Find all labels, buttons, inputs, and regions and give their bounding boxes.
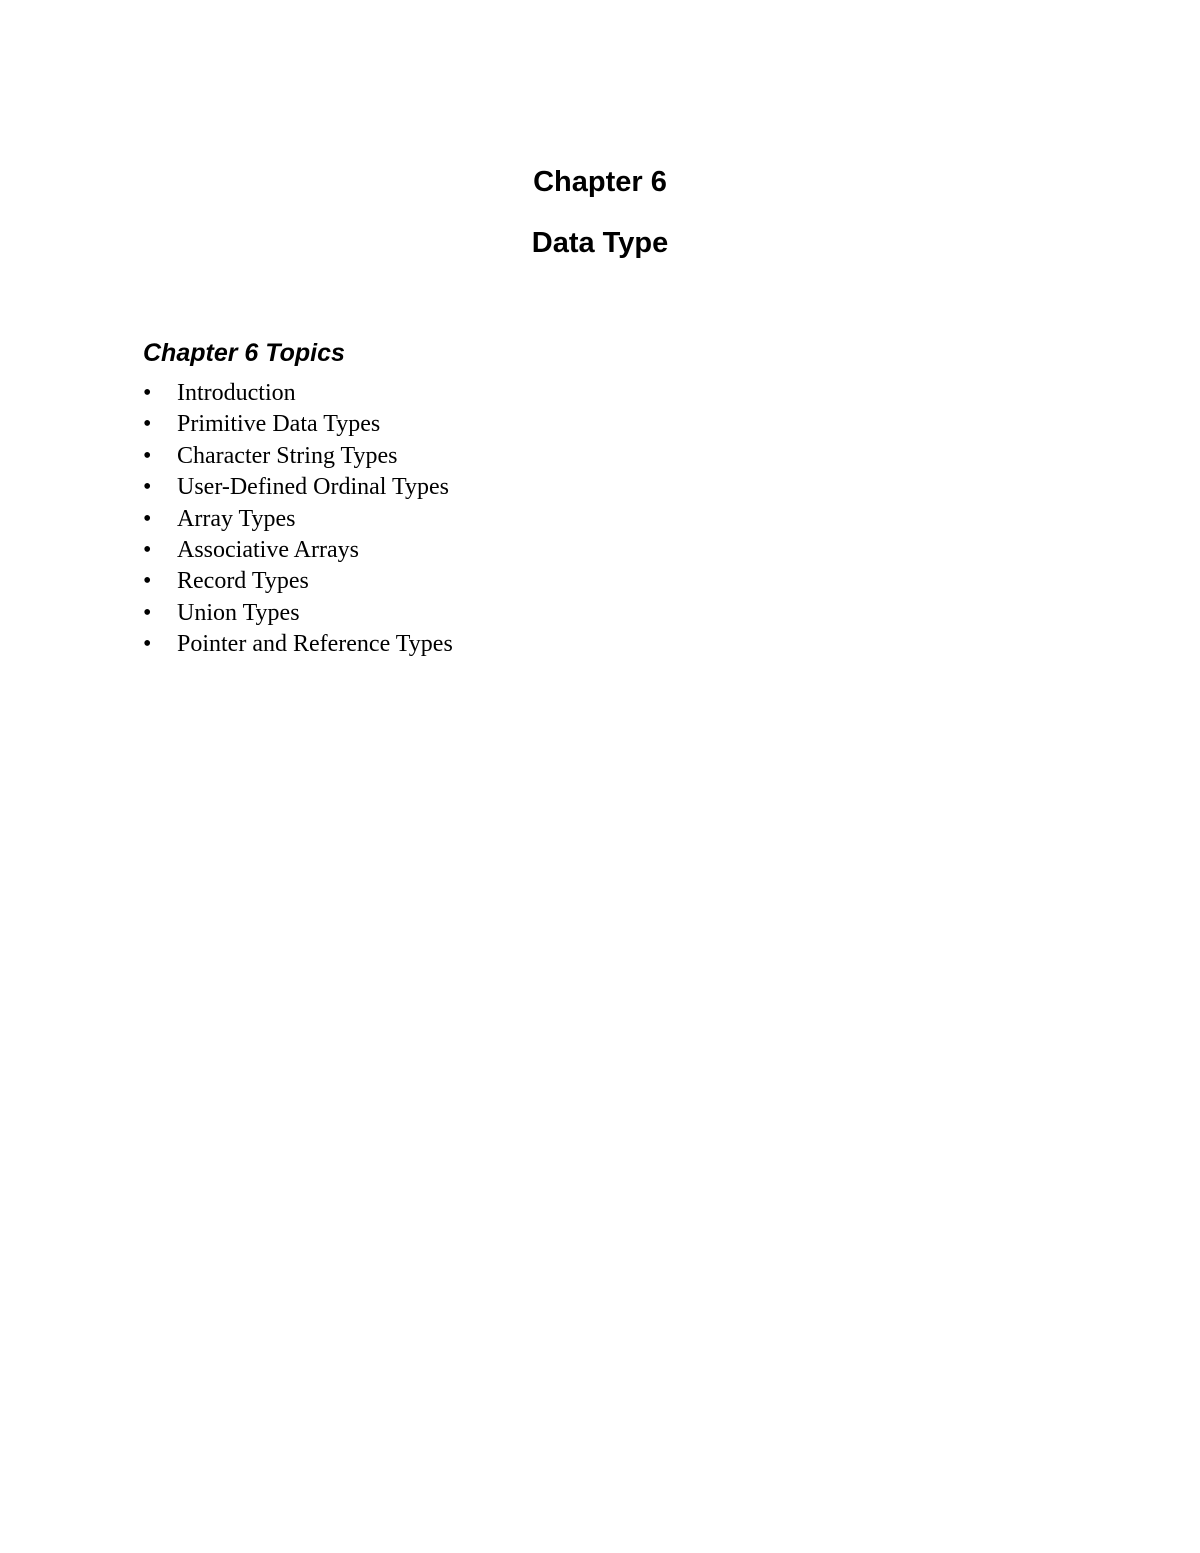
bullet-icon: • [143,505,152,532]
list-item [143,566,453,597]
list-item-text: Introduction [177,380,296,406]
chapter-number: Chapter 6 [533,166,667,198]
list-item [143,535,453,566]
list-item [143,441,453,472]
list-item-text: Associative Arrays [177,536,359,563]
list-item [143,504,453,535]
list-item-text: Array Types [177,505,296,532]
bullet-icon: • [143,411,152,438]
bullet-icon: • [143,599,152,626]
chapter-title: Data Type [531,227,669,259]
list-item-text: Union Types [177,599,300,626]
bullet-icon: • [143,380,152,406]
list-item [143,378,453,409]
bullet-icon: • [143,536,152,563]
list-item [143,629,453,660]
bullet-icon: • [143,442,152,469]
topics-list [143,378,453,661]
list-item-text: Record Types [177,568,309,595]
bullet-icon: • [143,631,152,658]
list-item [143,598,453,629]
list-item-text: Character String Types [177,442,398,469]
list-item-text: Pointer and Reference Types [177,631,453,658]
bullet-icon: • [143,474,152,501]
list-item-text: Primitive Data Types [177,411,381,438]
list-item [143,409,453,440]
bullet-icon: • [143,568,152,595]
list-item [143,472,453,503]
topics-heading: Chapter 6 Topics [143,339,345,367]
list-item-text: User-Defined Ordinal Types [177,474,449,501]
